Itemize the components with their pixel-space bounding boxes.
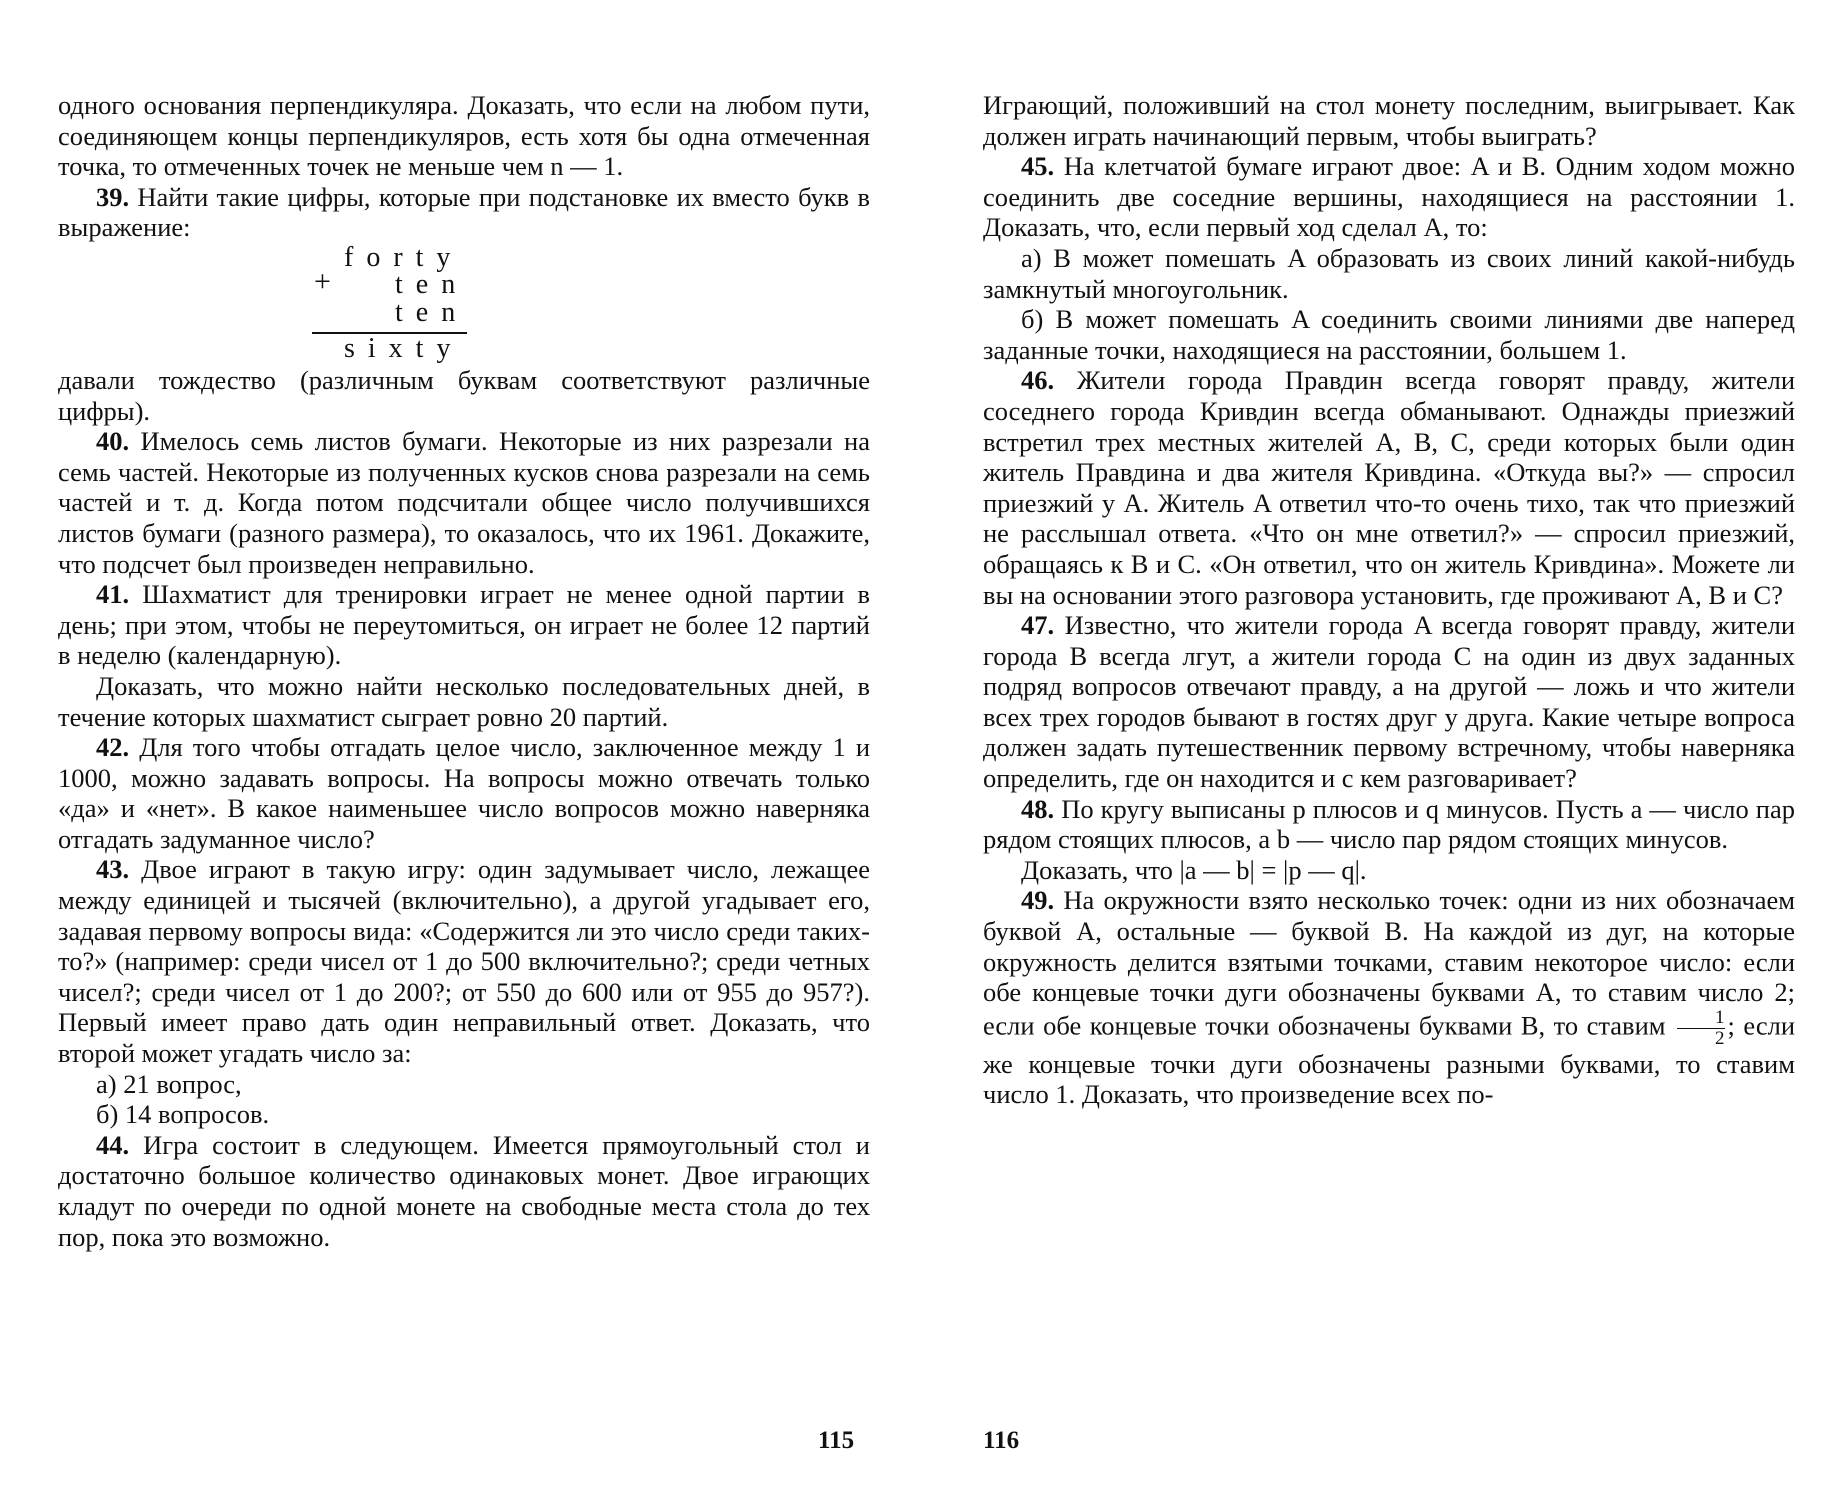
problem-text: На клетчатой бумаге играют двое: A и B. Одним ходом можно соединить две соседние вершины, находящиеся на расстоянии 1. Доказать, что, если первый ход сделал A, то: bbox=[983, 151, 1796, 243]
problem-text: Двое играют в такую игру: один задумывает число, лежащее между единицей и тысячей (включительно), а другой угадывает его, задавая первому вопросы вида: «Содержится ли это число среди таких-то?» (например: среди чисел от 1 до 500 включительно?; среди четных чисел?; среди чисел от 1 до 200?; от 550 до 600 или от 955 до 957?). Первый имеет право дать один неправильный ответ. Доказать, что второй может угадать число за: bbox=[58, 854, 871, 1069]
problem-42 bbox=[58, 732, 870, 854]
problem-number: 44. bbox=[96, 1129, 130, 1160]
left-page bbox=[58, 90, 870, 1252]
problem-text: Жители города Правдин всегда говорят правду, жители соседнего города Кривдин всегда обманывают. Однажды приезжий встретил трех местных жителей A, B, C, среди которых были один житель Правдина и два жителя Кривдина. «Откуда вы?» — спросил приезжий у A. Житель A ответил что-то очень тихо, так что приезжий не расслышал ответа. «Что он мне ответил?» — спросил приезжий, обращаясь к B и C. «Он ответил, что он житель Кривдина». Можете ли вы на основании этого разговора установить, где проживают A, B и C? bbox=[983, 365, 1796, 610]
problem-number: 39. bbox=[96, 181, 130, 212]
page-number-left: 115 bbox=[818, 1427, 855, 1454]
problem-41-continuation: Доказать, что можно найти несколько последовательных дней, в течение которых шахматист сыграет ровно 20 партий. bbox=[58, 670, 870, 732]
problem-49 bbox=[983, 885, 1795, 1110]
problem-43-option-b: б) 14 вопросов. bbox=[96, 1099, 270, 1130]
problem-45-option-b: б) B может помешать A соединить своими линиями две наперед заданные точки, находящиеся на расстоянии, большем 1. bbox=[983, 304, 1795, 365]
problem-number: 47. bbox=[1021, 610, 1055, 641]
problem-39-continuation: давали тождество (различным буквам соответствуют различные цифры). bbox=[58, 364, 870, 426]
problem-number: 48. bbox=[1021, 793, 1055, 824]
problem-number: 40. bbox=[96, 426, 130, 457]
problem-number: 45. bbox=[1021, 151, 1055, 182]
problem-number: 42. bbox=[96, 732, 130, 763]
problem-text: По кругу выписаны p плюсов и q минусов. Пусть a — число пар рядом стоящих плюсов, а b — число пар рядом стоящих минусов. bbox=[983, 793, 1796, 855]
problem-48 bbox=[983, 794, 1795, 855]
problem-number: 43. bbox=[96, 854, 130, 885]
puzzle-row-sixty: sixty bbox=[344, 332, 464, 364]
problem-46 bbox=[983, 365, 1795, 610]
fraction-denominator: 2 bbox=[1677, 1028, 1725, 1049]
cryptarithm-puzzle bbox=[58, 243, 870, 365]
problem-number: 41. bbox=[96, 579, 130, 610]
problem-45 bbox=[983, 151, 1795, 243]
problem-45-option-a: а) B может помешать A образовать из своих линий какой-нибудь замкнутый многоугольник. bbox=[983, 242, 1795, 304]
problem-text: Игра состоит в следующем. Имеется прямоугольный стол и достаточно большое количество одинаковых монет. Двое играющих кладут по очереди по одной монете на свободные места стола до тех пор, пока это возможно. bbox=[58, 1129, 870, 1252]
fraction-numerator: 1 bbox=[1715, 1006, 1725, 1028]
problem-44 bbox=[58, 1130, 870, 1252]
problem-43-option-a: а) 21 вопрос, bbox=[96, 1068, 242, 1099]
problem-47 bbox=[983, 610, 1795, 794]
page-number-right: 116 bbox=[983, 1427, 1020, 1454]
problem-40 bbox=[58, 426, 870, 579]
problem-text: Найти такие цифры, которые при подстановке их вместо букв в выражение: bbox=[58, 181, 870, 243]
problem-39 bbox=[58, 182, 870, 243]
puzzle-row-forty: forty bbox=[344, 241, 464, 273]
right-page bbox=[983, 90, 1795, 1110]
problem-text: Для того чтобы отгадать целое число, заключенное между 1 и 1000, можно задавать вопросы. На вопросы можно отвечать только «да» и «нет». В какое наименьшее число вопросов можно наверняка отгадать задуманное число? bbox=[58, 732, 870, 854]
problem-text: На окружности взято несколько точек: одни из них обозначаем буквой A, остальные — буквой B. На каждой из дуг, на которые окружность делится взятыми точками, ставим некоторое число: если обе концевые точки дуги обозначены буквами A, то ставим число 2; если обе концевые точки обозначены буквами B, то ставим bbox=[983, 885, 1795, 1041]
problem-text: Имелось семь листов бумаги. Некоторые из них разрезали на семь частей. Некоторые из полученных кусков снова разрезали на семь частей и т. д. Когда потом подсчитали общее число получившихся листов бумаги (разного размера), то оказалось, что их 1961. Докажите, что подсчет был произведен неправильно. bbox=[58, 426, 871, 579]
problem-text: Шахматист для тренировки играет не менее одной партии в день; при этом, чтобы не переутомиться, он играет не более 12 партий в неделю (календарную). bbox=[58, 579, 871, 671]
problem-text-continued: ; если же концевые точки дуги обозначены разными буквами, то ставим число 1. Доказать, что произведение всех по- bbox=[983, 1010, 1796, 1110]
problem-38-continuation: одного основания перпендикуляра. Доказать, что если на любом пути, соединяющем концы перпендикуляров, есть хотя бы одна отмеченная точка, то отмеченных точек не меньше чем n — 1. bbox=[58, 90, 870, 182]
problem-text: Известно, что жители города A всегда говорят правду, жители города B всегда лгут, а жители города C на один из двух заданных подряд вопросов отвечают правду, а на другой — ложь и что жители всех трех городов бывают в гостях друг у друга. Какие четыре вопроса должен задать путешественник первому встречному, чтобы наверняка определить, где он находится и с кем разговаривает? bbox=[983, 610, 1796, 794]
problem-43 bbox=[58, 854, 870, 1068]
problem-44-continuation: Играющий, положивший на стол монету последним, выигрывает. Как должен играть начинающий первым, чтобы выиграть? bbox=[983, 90, 1795, 151]
problem-number: 46. bbox=[1021, 365, 1055, 396]
fraction-one-half bbox=[1677, 1008, 1725, 1049]
puzzle-row-ten-2: ten bbox=[395, 296, 469, 328]
puzzle-plus-sign: + bbox=[314, 264, 331, 298]
puzzle-row-ten-1: ten bbox=[395, 268, 469, 300]
problem-48-continuation: Доказать, что |a — b| = |p — q|. bbox=[1021, 854, 1367, 885]
problem-41 bbox=[58, 579, 870, 671]
problem-number: 49. bbox=[1021, 885, 1055, 916]
